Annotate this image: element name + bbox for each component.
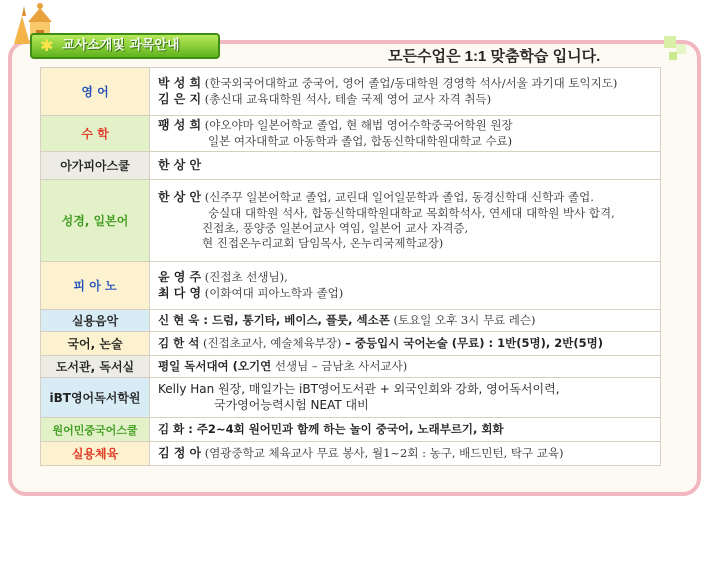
table-row [41,442,661,466]
decorative-square [676,44,686,54]
table-row [41,152,661,180]
teacher-info: 박 성 희 (한국외국어대학교 중국어, 영어 졸업/동대학원 경영학 석사/서울 과기대 토익지도) 김 은 지 (총신대 교육대학원 석사, 테솔 국제 영어 교사 자격 취득) [150,68,661,116]
teacher-info: 팽 성 희 (야오야마 일본어학교 졸업, 현 해법 영어수학중국어학원 원장 일본 여자대학교 아동학과 졸업, 합동신학대학원대학교 수료) [150,116,661,152]
table-row [41,356,661,378]
teacher-info: 김 화 : 주2~4회 원어민과 함께 하는 놀이 중국어, 노래부르기, 회화 [150,418,661,442]
table-row [41,378,661,418]
teacher-info: 신 현 욱 : 드럼, 통기타, 베이스, 플룻, 섹소폰 (토요일 오후 3시 무료 레슨) [150,310,661,332]
subject-label: 실용체육 [41,442,150,466]
subject-label: 피 아 노 [41,262,150,310]
subject-label: 영 어 [41,68,150,116]
subject-label: 국어, 논술 [41,332,150,356]
subject-label: 수 학 [41,116,150,152]
subject-label: 도서관, 독서실 [41,356,150,378]
decorative-square [669,52,677,60]
subject-label: 원어민중국어스쿨 [41,418,150,442]
course-table [40,67,661,466]
table-row [41,262,661,310]
subject-label: 성경, 일본어 [41,180,150,262]
table-row [41,180,661,262]
table-row [41,418,661,442]
teacher-info: 평일 독서대여 (오기연 선생님 – 금남초 사서교사) [150,356,661,378]
page-headline: 모든수업은 1:1 맞춤학습 입니다. [388,48,601,65]
section-title-text: 교사소개및 과목안내 [62,38,180,53]
teacher-info: 한 상 안 [150,152,661,180]
subject-label: iBT영어독서학원 [41,378,150,418]
table-row [41,310,661,332]
table-row [41,116,661,152]
table-row [41,332,661,356]
subject-label: 실용음악 [41,310,150,332]
table-row [41,68,661,116]
teacher-info: 윤 영 주 (진접초 선생님), 최 다 영 (이화여대 피아노학과 졸업) [150,262,661,310]
teacher-info: 김 한 석 (진접초교사, 예술체육부장) – 중등입시 국어논술 (무료) : 1반(5명), 2반(5명) [150,332,661,356]
decorative-square [664,36,676,48]
subject-label: 아가피아스쿨 [41,152,150,180]
section-title-badge [30,33,220,59]
star-icon: ✱ [40,36,54,55]
teacher-info: 한 상 안 (신주꾸 일본어학교 졸업, 교린대 일어일문학과 졸업, 동경신학대 신학과 졸업. 숭실대 대학원 석사, 합동신학대학원대학교 목회학석사, 연세대 대학원 박사 합격, 진접초, 풍양중 일본어교사 역임, 일본어 교사 자격증, 현 진접온누리교회 담임목사, 온누리국제학교장) [150,180,661,262]
teacher-info: Kelly Han 원장, 매일가는 iBT영어도서관 + 외국인회와 강화, 영어독서이력, 국가영어능력시험 NEAT 대비 [150,378,661,418]
teacher-info: 김 정 아 (염광중학교 체육교사 무료 봉사, 월1~2회 : 농구, 배드민턴, 탁구 교육) [150,442,661,466]
